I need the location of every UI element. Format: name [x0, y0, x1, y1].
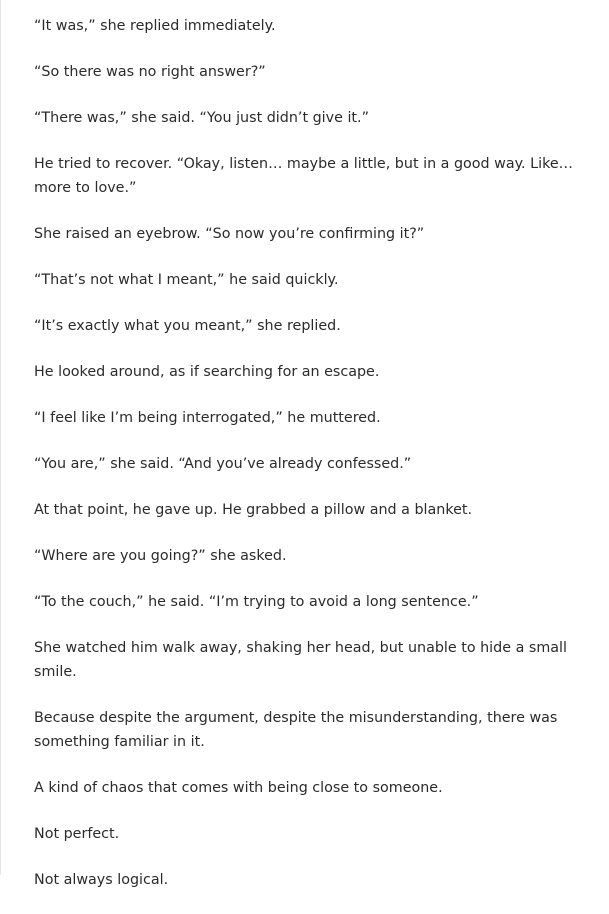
story-text	[34, 14, 579, 914]
paragraph: “It’s exactly what you meant,” she replied.	[34, 318, 341, 334]
page-left-border	[0, 0, 1, 875]
paragraph: “Where are you going?” she asked.	[34, 548, 287, 564]
paragraph: He looked around, as if searching for an escape.	[34, 364, 380, 380]
paragraph: A kind of chaos that comes with being close to someone.	[34, 780, 443, 796]
paragraph: At that point, he gave up. He grabbed a pillow and a blanket.	[34, 502, 473, 518]
paragraph: He tried to recover. “Okay, listen… maybe a little, but in a good way. Like… more to love.”	[34, 156, 573, 196]
paragraph: Not perfect.	[34, 826, 120, 842]
paragraph: “It was,” she replied immediately.	[34, 18, 276, 34]
paragraph: “That’s not what I meant,” he said quickly.	[34, 272, 339, 288]
paragraph: “So there was no right answer?”	[34, 64, 266, 80]
paragraph: Because despite the argument, despite the misunderstanding, there was something familiar in it.	[34, 710, 558, 750]
paragraph: “I feel like I’m being interrogated,” he muttered.	[34, 410, 381, 426]
paragraph: “You are,” she said. “And you’ve already confessed.”	[34, 456, 412, 472]
paragraph: She raised an eyebrow. “So now you’re confirming it?”	[34, 226, 425, 242]
paragraph: “To the couch,” he said. “I’m trying to avoid a long sentence.”	[34, 594, 479, 610]
paragraph: “There was,” she said. “You just didn’t give it.”	[34, 110, 369, 126]
paragraph: Not always logical.	[34, 872, 169, 888]
paragraph: She watched him walk away, shaking her head, but unable to hide a small smile.	[34, 640, 567, 680]
